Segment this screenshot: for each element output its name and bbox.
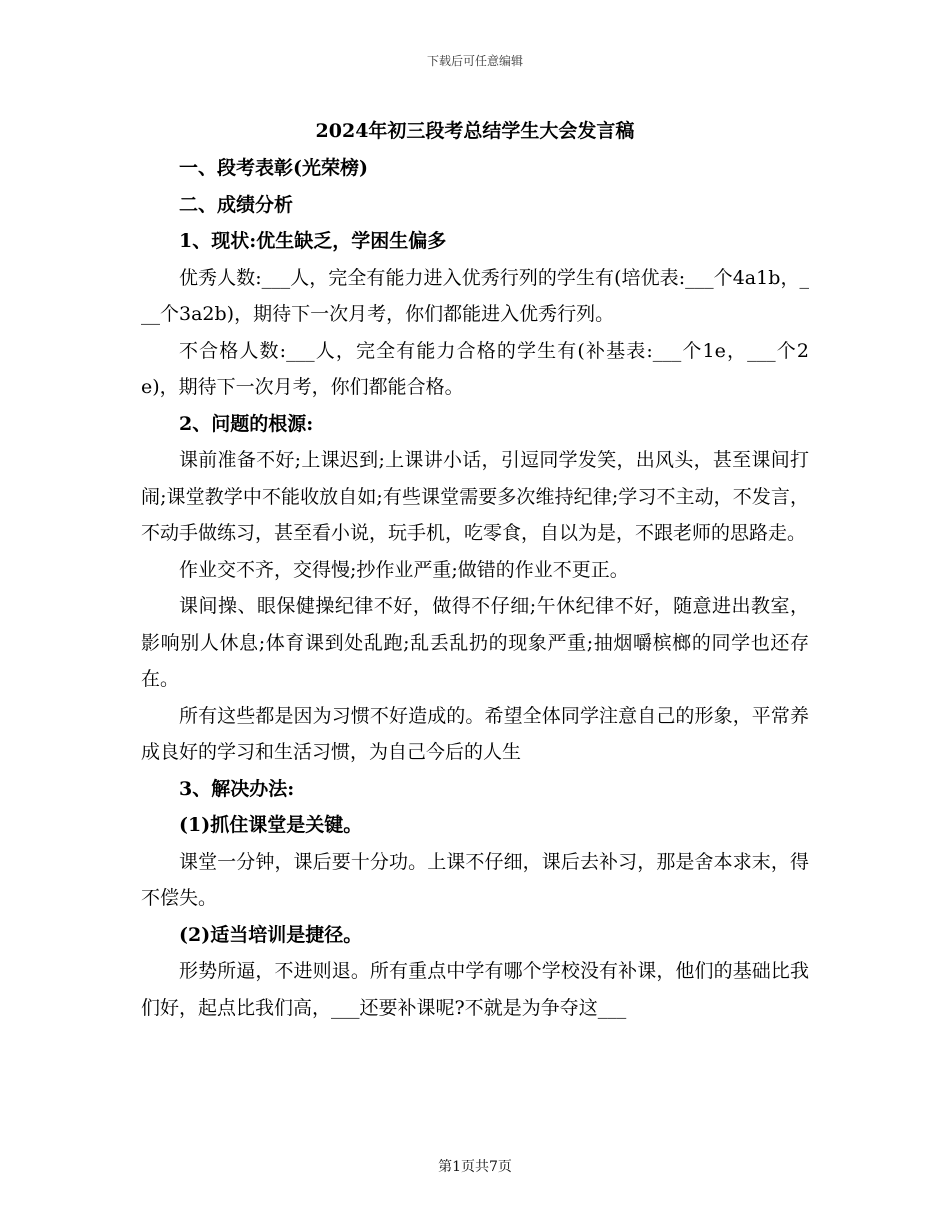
subsection-heading: (2)适当培训是捷径。	[179, 923, 363, 946]
subsection-heading: 1、现状:优生缺乏，学困生偏多	[179, 230, 447, 252]
page-footer: 第1页共7页	[438, 1159, 512, 1175]
body-paragraph: 形势所逼，不进则退。所有重点中学有哪个学校没有补课，他们的基础比我们好，起点比我们高，___还要补课呢?不就是为争夺这___	[141, 960, 809, 1019]
document-body	[141, 150, 809, 1026]
document-title: 2024年初三段考总结学生大会发言稿	[315, 120, 635, 142]
body-paragraph: 课前准备不好;上课迟到;上课讲小话，引逗同学发笑，出风头，甚至课间打闹;课堂教学中不能收放自如;有些课堂需要多次维持纪律;学习不主动，不发言，不动手做练习，甚至看小说，玩手机，吃零食，自以为是，不跟老师的思路走。	[141, 449, 809, 544]
section-heading: 二、成绩分析	[179, 193, 294, 216]
body-paragraph: 不合格人数:___人，完全有能力合格的学生有(补基表:___个1e，___个2e)，期待下一次月考，你们都能合格。	[141, 339, 809, 398]
body-paragraph: 优秀人数:___人，完全有能力进入优秀行列的学生有(培优表:___个4a1b，___个3a2b)，期待下一次月考，你们都能进入优秀行列。	[141, 266, 809, 325]
body-paragraph: 作业交不齐，交得慢;抄作业严重;做错的作业不更正。	[179, 558, 629, 581]
section-heading: 一、段考表彰(光荣榜)	[179, 157, 368, 179]
header-note: 下载后可任意编辑	[426, 54, 523, 68]
body-paragraph: 课堂一分钟，课后要十分功。上课不仔细，课后去补习，那是舍本求末，得不偿失。	[141, 850, 809, 909]
body-paragraph: 课间操、眼保健操纪律不好，做得不仔细;午休纪律不好，随意进出教室，影响别人休息;体育课到处乱跑;乱丢乱扔的现象严重;抽烟嚼槟榔的同学也还存在。	[141, 595, 809, 690]
subsection-heading: (1)抓住课堂是关键。	[179, 814, 363, 836]
body-paragraph: 所有这些都是因为习惯不好造成的。希望全体同学注意自己的形象，平常养成良好的学习和生活习惯，为自己今后的人生	[141, 704, 809, 763]
subsection-heading: 3、解决办法:	[179, 777, 295, 800]
subsection-heading: 2、问题的根源:	[179, 412, 314, 435]
